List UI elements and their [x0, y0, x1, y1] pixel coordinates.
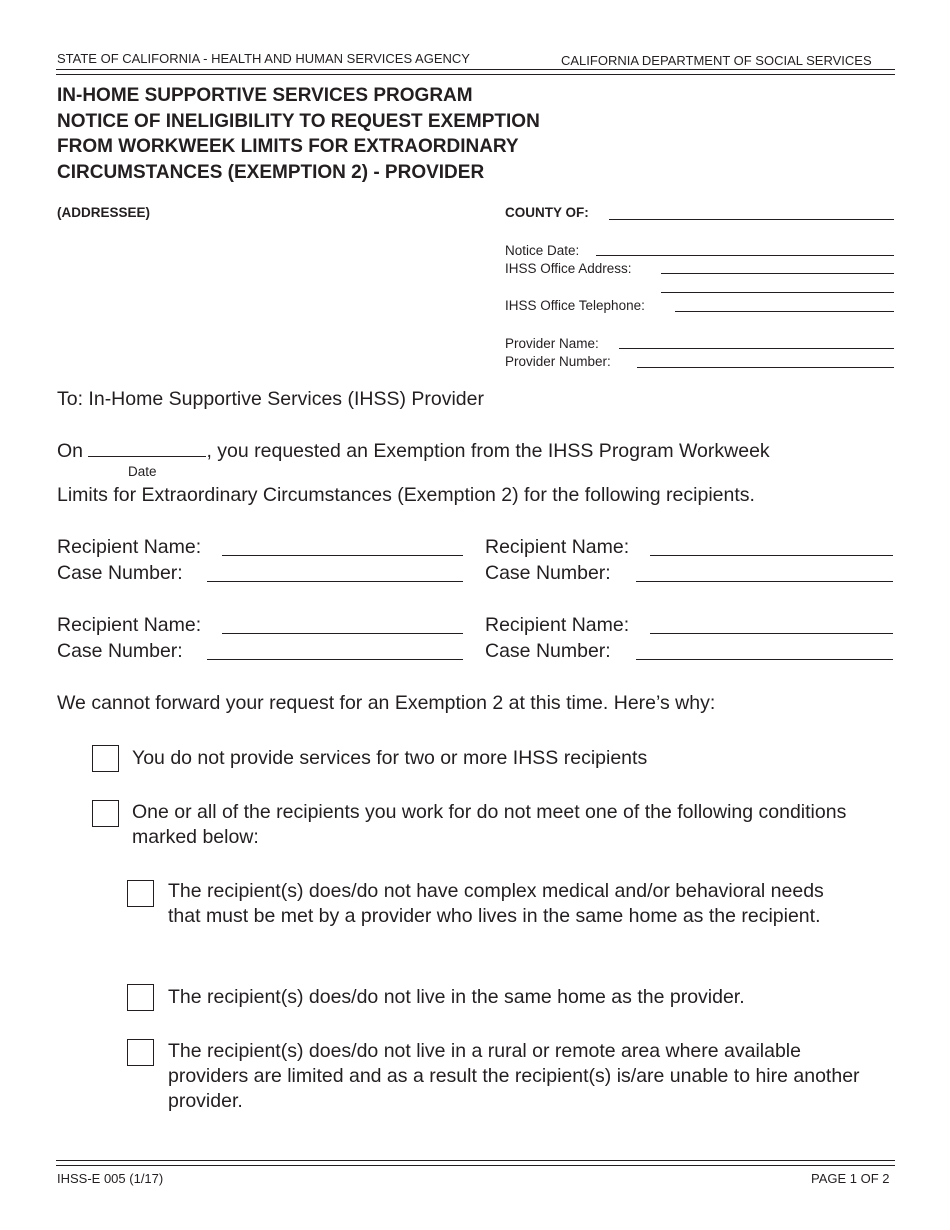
- recipient-name-field[interactable]: [650, 555, 893, 556]
- recipient-name-label: Recipient Name:: [485, 614, 630, 636]
- case-number-label: Case Number:: [485, 640, 611, 662]
- office-phone-field[interactable]: [675, 311, 894, 312]
- request-line: [57, 440, 770, 463]
- option-not-two-recipients: You do not provide services for two or more IHSS recipients: [132, 747, 648, 769]
- date-caption: Date: [128, 464, 157, 479]
- checkbox-conditions-not-met[interactable]: [92, 800, 119, 827]
- notice-date-label: Notice Date:: [505, 243, 580, 258]
- recipient-name-label: Recipient Name:: [57, 536, 202, 558]
- provider-number-field[interactable]: [637, 367, 894, 368]
- header-rule: [56, 69, 895, 75]
- title-line: IN-HOME SUPPORTIVE SERVICES PROGRAM: [57, 85, 473, 106]
- sub-option-rural-area: The recipient(s) does/do not live in a rural or remote area where available providers are limited and as a result the recipient(s) is/are unable to hire another provider.: [168, 1040, 860, 1112]
- title-line: FROM WORKWEEK LIMITS FOR EXTRAORDINARY: [57, 136, 519, 157]
- sub-option-medical-needs: The recipient(s) does/do not have complex medical and/or behavioral needs that must be met by a provider who lives in the same home as the recipient.: [168, 880, 824, 927]
- case-number-field[interactable]: [207, 581, 463, 582]
- office-address-field[interactable]: [661, 273, 894, 274]
- case-number-label: Case Number:: [57, 640, 183, 662]
- recipient-name-label: Recipient Name:: [57, 614, 202, 636]
- sub-option-same-home: The recipient(s) does/do not live in the same home as the provider.: [168, 986, 745, 1008]
- option-conditions-not-met: One or all of the recipients you work for do not meet one of the following conditions marked below:: [132, 801, 847, 848]
- office-address-label: IHSS Office Address:: [505, 261, 632, 276]
- recipient-name-field[interactable]: [222, 633, 463, 634]
- office-phone-label: IHSS Office Telephone:: [505, 298, 645, 313]
- case-number-field[interactable]: [207, 659, 463, 660]
- checkbox-medical-needs[interactable]: [127, 880, 154, 907]
- to-line: To: In-Home Supportive Services (IHSS) Provider: [57, 388, 484, 410]
- checkbox-not-two-recipients[interactable]: [92, 745, 119, 772]
- recipient-name-field[interactable]: [222, 555, 463, 556]
- case-number-field[interactable]: [636, 659, 893, 660]
- on-suffix: , you requested an Exemption from the IHSS Program Workweek: [206, 440, 770, 462]
- recipient-name-label: Recipient Name:: [485, 536, 630, 558]
- provider-name-field[interactable]: [619, 348, 894, 349]
- title-line: CIRCUMSTANCES (EXEMPTION 2) - PROVIDER: [57, 161, 485, 183]
- county-label: COUNTY OF:: [505, 205, 589, 220]
- form-title: [57, 83, 540, 185]
- cannot-forward-text: We cannot forward your request for an Exemption 2 at this time. Here’s why:: [57, 692, 716, 714]
- case-number-label: Case Number:: [57, 562, 183, 584]
- checkbox-same-home[interactable]: [127, 984, 154, 1011]
- request-date-field[interactable]: [88, 440, 206, 457]
- case-number-field[interactable]: [636, 581, 893, 582]
- recipient-name-field[interactable]: [650, 633, 893, 634]
- county-field[interactable]: [609, 219, 894, 220]
- addressee-label: (ADDRESSEE): [57, 205, 151, 220]
- agency-name: STATE OF CALIFORNIA - HEALTH AND HUMAN SERVICES AGENCY: [57, 51, 470, 66]
- footer-rule: [56, 1160, 895, 1166]
- page-number: PAGE 1 OF 2: [811, 1171, 890, 1186]
- provider-number-label: Provider Number:: [505, 354, 611, 369]
- notice-date-field[interactable]: [596, 255, 894, 256]
- limits-line: Limits for Extraordinary Circumstances (Exemption 2) for the following recipients.: [57, 484, 755, 506]
- case-number-label: Case Number:: [485, 562, 611, 584]
- office-address-field-2[interactable]: [661, 292, 894, 293]
- checkbox-rural-area[interactable]: [127, 1039, 154, 1066]
- department-name: CALIFORNIA DEPARTMENT OF SOCIAL SERVICES: [561, 53, 872, 68]
- on-prefix: On: [57, 440, 84, 462]
- provider-name-label: Provider Name:: [505, 336, 599, 351]
- form-id: IHSS-E 005 (1/17): [57, 1171, 164, 1186]
- title-line: NOTICE OF INELIGIBILITY TO REQUEST EXEMPTION: [57, 110, 540, 132]
